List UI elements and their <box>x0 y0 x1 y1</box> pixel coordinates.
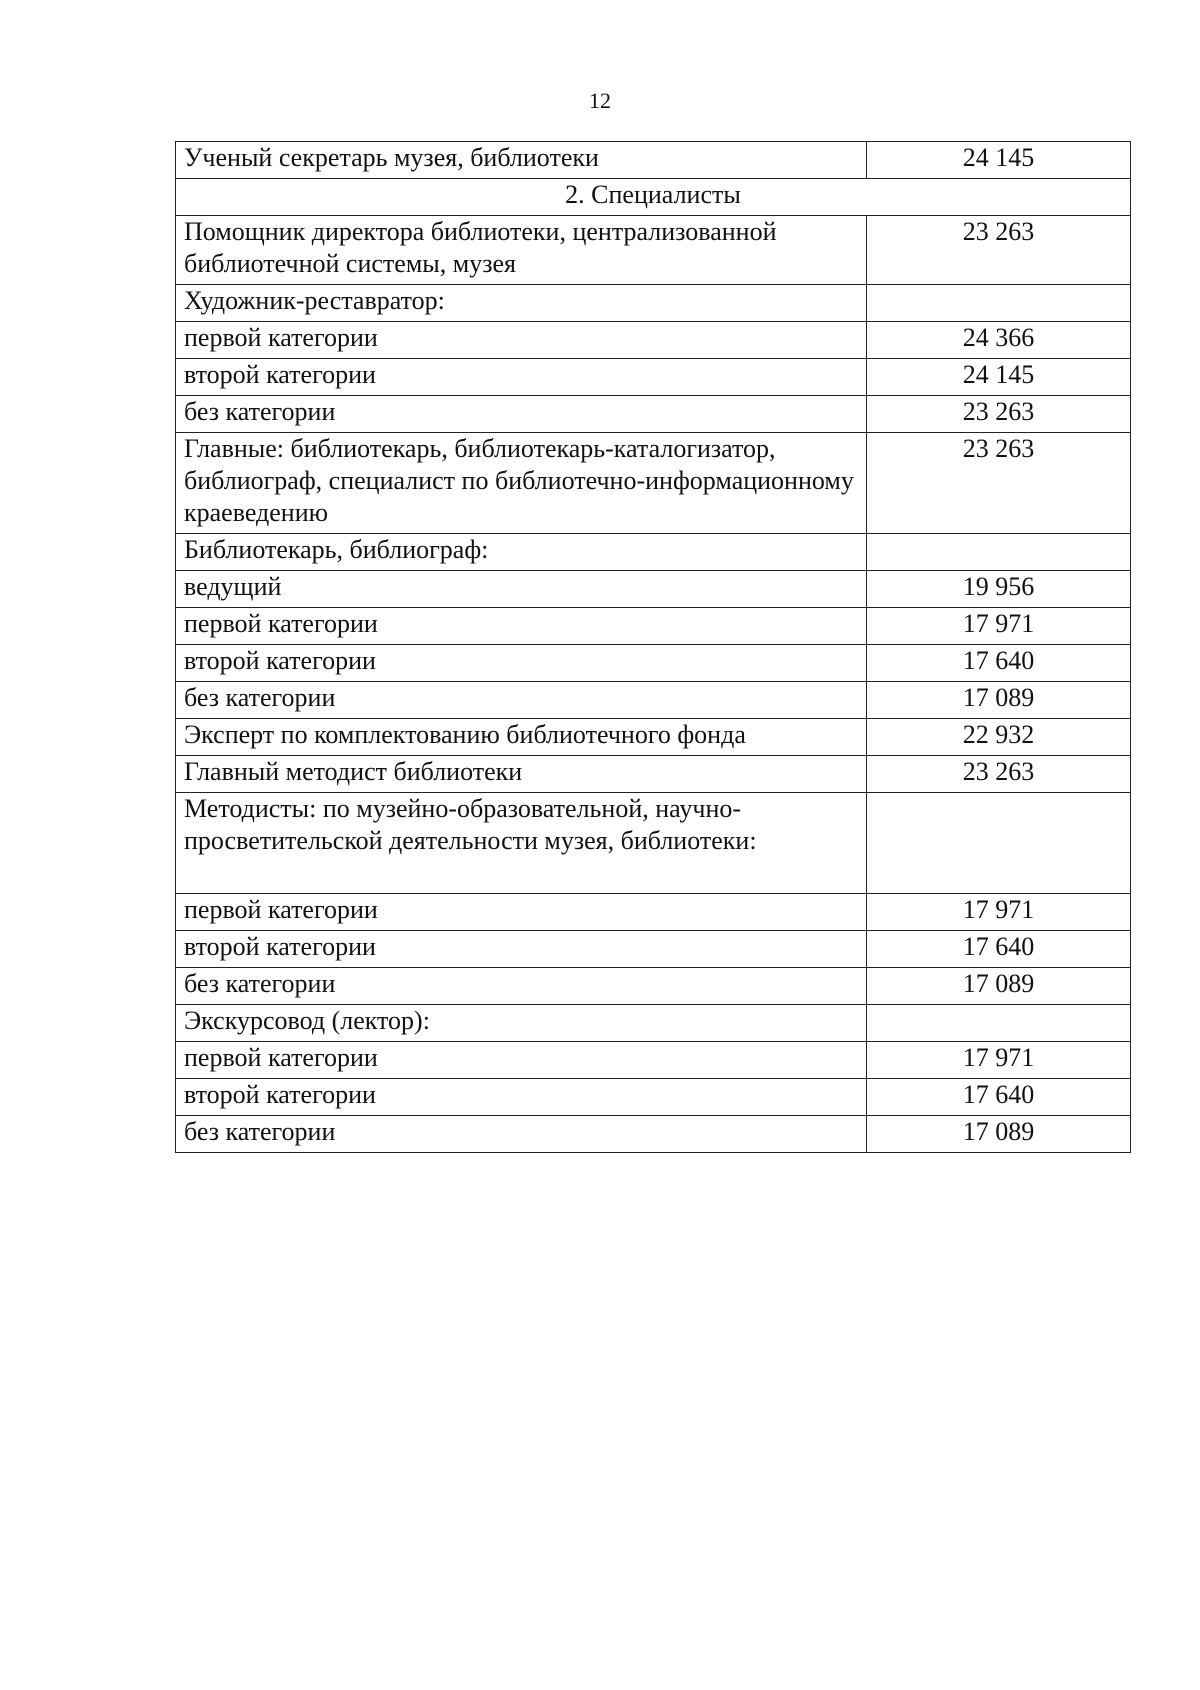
table-row <box>176 571 1131 608</box>
position-name-cell: Ученый секретарь музея, библиотеки <box>176 142 867 179</box>
salary-value-cell: 24 145 <box>867 359 1131 396</box>
position-name-cell: второй категории <box>176 931 867 968</box>
position-name-cell: Библиотекарь, библиограф: <box>176 534 867 571</box>
salary-table <box>175 141 1131 1153</box>
salary-value-cell: 23 263 <box>867 756 1131 793</box>
position-name-cell: Методисты: по музейно-образовательной, научно-просветительской деятельности музея, библиотеки: <box>176 793 867 894</box>
salary-value-cell <box>867 285 1131 322</box>
salary-table-body <box>176 142 1131 1153</box>
salary-value-cell <box>867 534 1131 571</box>
salary-value-cell: 17 971 <box>867 1042 1131 1079</box>
table-row <box>176 608 1131 645</box>
position-name-cell: второй категории <box>176 359 867 396</box>
position-name-cell: без категории <box>176 396 867 433</box>
position-name-cell: первой категории <box>176 322 867 359</box>
position-name-cell: Главный методист библиотеки <box>176 756 867 793</box>
position-name-cell: Художник-реставратор: <box>176 285 867 322</box>
position-name-cell: Экскурсовод (лектор): <box>176 1005 867 1042</box>
table-row <box>176 359 1131 396</box>
position-name-cell: без категории <box>176 968 867 1005</box>
table-row <box>176 322 1131 359</box>
position-name-cell: Главные: библиотекарь, библиотекарь-каталогизатор, библиограф, специалист по библиотечно-информационному краеведению <box>176 433 867 534</box>
table-row <box>176 931 1131 968</box>
salary-value-cell: 23 263 <box>867 433 1131 534</box>
salary-value-cell: 17 089 <box>867 682 1131 719</box>
salary-value-cell: 17 971 <box>867 894 1131 931</box>
table-row <box>176 285 1131 322</box>
salary-value-cell: 23 263 <box>867 216 1131 285</box>
table-row <box>176 894 1131 931</box>
table-row <box>176 1079 1131 1116</box>
position-name-cell: ведущий <box>176 571 867 608</box>
position-name-cell: первой категории <box>176 1042 867 1079</box>
salary-value-cell: 17 640 <box>867 931 1131 968</box>
table-row <box>176 396 1131 433</box>
section-header-row <box>176 179 1131 216</box>
table-row <box>176 142 1131 179</box>
salary-value-cell <box>867 1005 1131 1042</box>
table-row <box>176 433 1131 534</box>
table-row <box>176 1116 1131 1153</box>
position-name-cell: второй категории <box>176 1079 867 1116</box>
table-row <box>176 1042 1131 1079</box>
table-row <box>176 534 1131 571</box>
salary-value-cell: 17 640 <box>867 645 1131 682</box>
salary-value-cell: 24 145 <box>867 142 1131 179</box>
salary-value-cell: 17 089 <box>867 1116 1131 1153</box>
table-row <box>176 645 1131 682</box>
salary-value-cell: 22 932 <box>867 719 1131 756</box>
salary-value-cell: 17 089 <box>867 968 1131 1005</box>
position-name-cell: Эксперт по комплектованию библиотечного фонда <box>176 719 867 756</box>
section-title: 2. Специалисты <box>176 179 1131 216</box>
salary-value-cell: 17 971 <box>867 608 1131 645</box>
salary-value-cell: 17 640 <box>867 1079 1131 1116</box>
salary-value-cell: 19 956 <box>867 571 1131 608</box>
table-row <box>176 682 1131 719</box>
table-row <box>176 793 1131 894</box>
position-name-cell: второй категории <box>176 645 867 682</box>
position-name-cell: первой категории <box>176 894 867 931</box>
salary-value-cell: 24 366 <box>867 322 1131 359</box>
position-name-cell: без категории <box>176 1116 867 1153</box>
position-name-cell: первой категории <box>176 608 867 645</box>
table-row <box>176 216 1131 285</box>
salary-value-cell: 23 263 <box>867 396 1131 433</box>
salary-value-cell <box>867 793 1131 894</box>
position-name-cell: без категории <box>176 682 867 719</box>
table-row <box>176 968 1131 1005</box>
page-number: 12 <box>589 88 611 113</box>
table-row <box>176 1005 1131 1042</box>
position-name-cell: Помощник директора библиотеки, централизованной библиотечной системы, музея <box>176 216 867 285</box>
table-row <box>176 719 1131 756</box>
table-row <box>176 756 1131 793</box>
